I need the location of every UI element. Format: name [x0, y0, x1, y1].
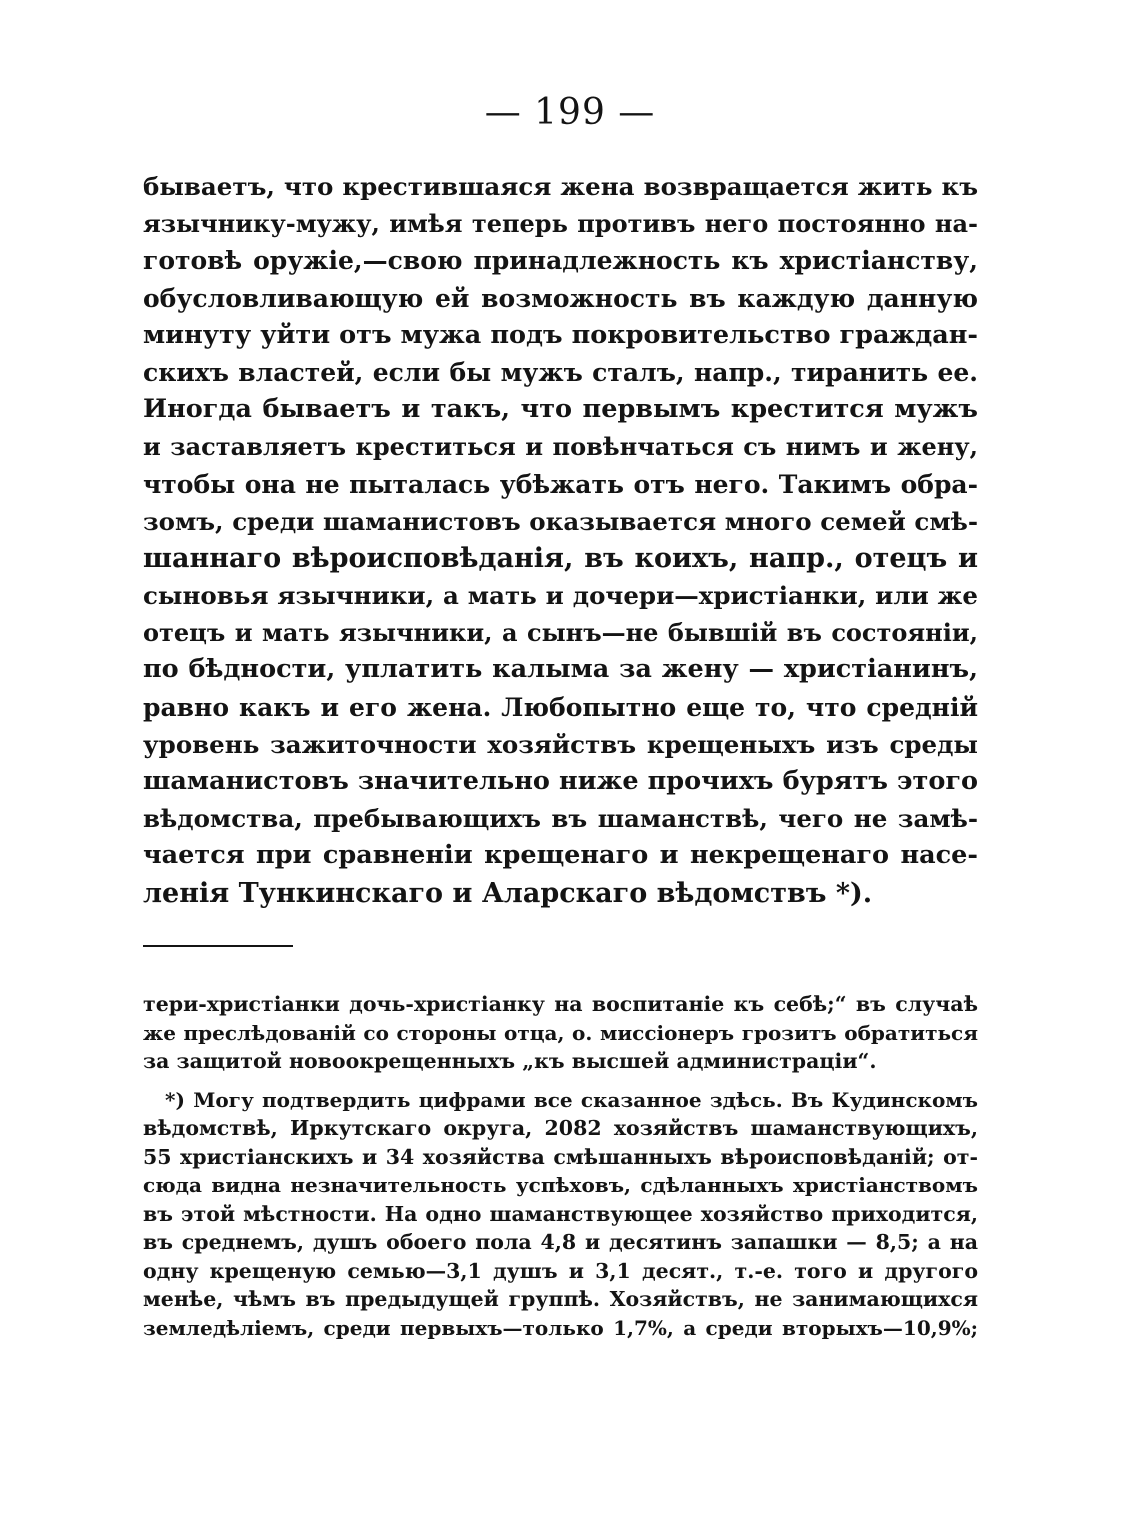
footnote-line: же преслѣдованій со стороны отца, о. миссіонеръ грозитъ обратиться [143, 1020, 978, 1045]
text-line: вѣдомства, пребывающихъ въ шаманствѣ, чего не замѣ- [143, 804, 978, 834]
text-line: бываетъ, что крестившаяся жена возвращается жить къ [143, 172, 978, 201]
text-line: шаннаго вѣроисповѣданія, въ коихъ, напр., отецъ и [143, 542, 978, 574]
footnote-line: одну крещеную семью—3,1 душъ и 3,1 десят., т.-е. того и другого [143, 1258, 978, 1283]
text-line: шаманистовъ значительно ниже прочихъ бурятъ этого [143, 766, 978, 796]
text-line: язычнику-мужу, имѣя теперь противъ него постоянно на- [143, 209, 978, 239]
footnote-line: вѣдомствѣ, Иркутскаго округа, 2082 хозяйствъ шаманствующихъ, [143, 1116, 978, 1140]
text-line: чтобы она не пыталась убѣжать отъ него. Такимъ обра- [143, 469, 978, 499]
text-line: Иногда бываетъ и такъ, что первымъ крестится мужъ [143, 394, 978, 425]
text-line: минуту уйти отъ мужа подъ покровительство граждан- [143, 319, 978, 350]
footnote-line: сюда видна незначительность успѣховъ, сдѣланныхъ христіанствомъ [143, 1173, 978, 1197]
footnote-line: тери-христіанки дочь-христіанку на воспитаніе къ себѣ;“ въ случаѣ [143, 992, 978, 1016]
text-line: скихъ властей, если бы мужъ сталъ, напр., тиранить ее. [143, 357, 978, 387]
text-line: ленія Тункинскаго и Аларскаго вѣдомствъ *). [143, 877, 873, 909]
page-number: — 199 — [484, 92, 656, 133]
footnote-star [143, 1086, 978, 1343]
footnote-line: въ среднемъ, душъ обоего пола 4,8 и десятинъ запашки — 8,5; а на [143, 1230, 978, 1254]
text-line: уровень зажиточности хозяйствъ крещеныхъ изъ среды [143, 729, 978, 759]
footnote-line: *) Могу подтвердить цифрами все сказанное здѣсь. Въ Кудинскомъ [165, 1087, 978, 1112]
footnote-continued [143, 990, 978, 1076]
text-line: чается при сравненіи крещенаго и некрещенаго насе- [143, 840, 978, 871]
footnote-line: въ этой мѣстности. На одно шаманствующее хозяйство приходится, [143, 1201, 978, 1226]
main-text [143, 168, 978, 912]
footnote-divider [143, 945, 293, 947]
text-line: и заставляетъ креститься и повѣнчаться съ нимъ и жену, [143, 432, 978, 462]
text-line: по бѣдности, уплатить калыма за жену — христіанинъ, [143, 654, 978, 685]
text-line: равно какъ и его жена. Любопытно еще то, что средній [143, 692, 978, 722]
footnote-line: менѣе, чѣмъ въ предыдущей группѣ. Хозяйствъ, не занимающихся [143, 1287, 978, 1311]
text-line: зомъ, среди шаманистовъ оказывается много семей смѣ- [143, 506, 978, 536]
footnote-line: 55 христіанскихъ и 34 хозяйства смѣшанныхъ вѣроисповѣданій; от- [143, 1144, 978, 1169]
text-line: готовѣ оружіе,—свою принадлежность къ христіанству, [143, 246, 978, 276]
text-line: сыновья язычники, а мать и дочери—христіанки, или же [143, 581, 978, 611]
footnote-line: за защитой новоокрещенныхъ „къ высшей администраціи“. [143, 1049, 877, 1073]
text-line: обусловливающую ей возможность въ каждую данную [143, 283, 978, 313]
footnote-line: земледѣліемъ, среди первыхъ—только 1,7%, а среди вторыхъ—10,9%; [143, 1315, 978, 1340]
footnotes [143, 990, 978, 1342]
text-line: отецъ и мать язычники, а сынъ—не бывшій въ состояніи, [143, 618, 978, 648]
